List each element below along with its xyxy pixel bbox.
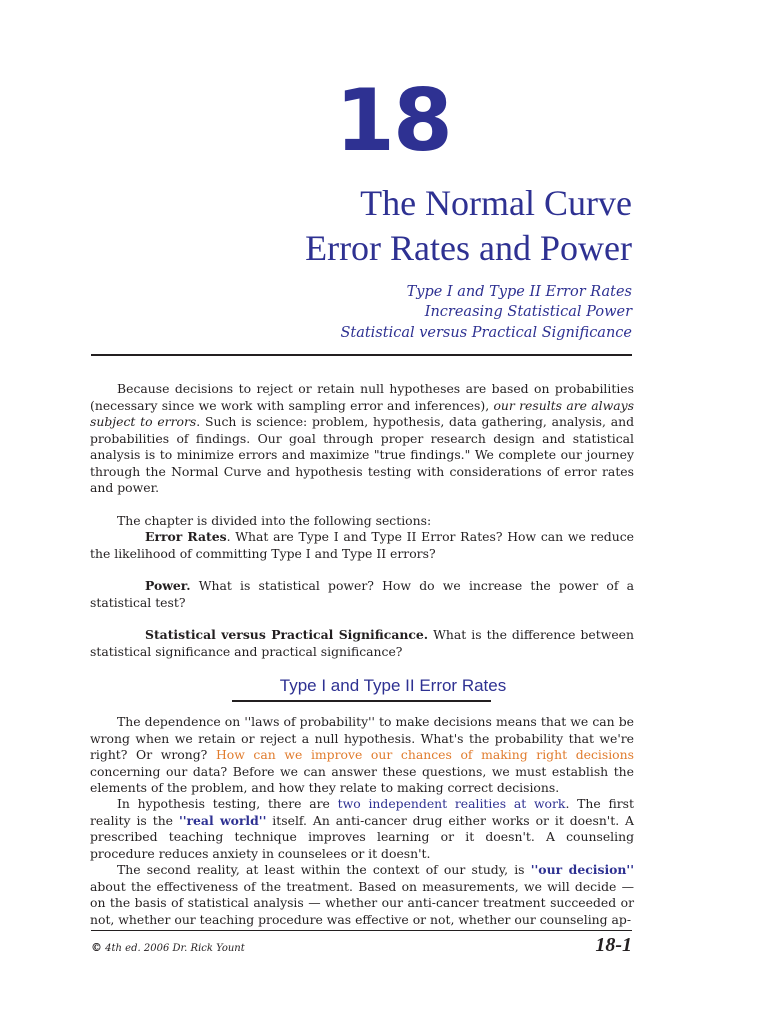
- body-text: . The first reality is the: [90, 796, 634, 828]
- chapter-topic-2: Increasing Statistical Power: [424, 304, 632, 320]
- section-summary-label: Statistical versus Practical Significance.: [145, 627, 429, 642]
- intro-text-a: Because decisions to reject or retain null hypotheses are based on probabilities (necessary since we work with sampling error and inferences),: [90, 381, 634, 413]
- section-heading-underline: [232, 700, 491, 702]
- chapter-title-line-2: Error Rates and Power: [305, 228, 632, 268]
- body-text: concerning our data? Before we can answer these questions, we must establish the elements of the problem, and how they relate to making correct decisions.: [90, 763, 634, 795]
- section-summary-text: What is the difference between statistical significance and practical significance?: [90, 627, 634, 659]
- section-summary-text: . What are Type I and Type II Error Rates? How can we reduce the likelihood of committing Type I and Type II errors?: [90, 529, 634, 561]
- highlight-realities: two independent realities at work: [337, 796, 566, 811]
- chapter-topic-1: Type I and Type II Error Rates: [406, 284, 632, 300]
- sections-intro-text: The chapter is divided into the following sections:: [117, 513, 432, 528]
- header-divider: [91, 354, 632, 356]
- page-number: 18-1: [595, 934, 632, 956]
- chapter-title-line-1: The Normal Curve: [360, 183, 632, 223]
- body-text: itself. An anti-cancer drug either works or it doesn't. A prescribed teaching technique improves learning or it doesn't. A counseling procedure reduces anxiety in counselees or it doesn't.: [90, 812, 634, 861]
- intro-emphasis: our results are always subject to errors: [90, 397, 635, 429]
- body-paragraph-3: [90, 862, 634, 928]
- section-summary-label: Power.: [145, 578, 191, 593]
- footer-copyright: [91, 941, 245, 956]
- highlight-our-decision: ''our decision'': [530, 862, 635, 877]
- chapter-topic-3: Statistical versus Practical Significance: [340, 325, 632, 341]
- body-paragraph-2: [90, 796, 634, 862]
- body-text: In hypothesis testing, there are: [117, 796, 338, 811]
- section-summary-power: [90, 578, 634, 611]
- copyright-symbol: ©: [91, 941, 102, 954]
- section-heading: Type I and Type II Error Rates: [279, 676, 507, 695]
- copyright-text: 4th ed. 2006 Dr. Rick Yount: [102, 943, 245, 954]
- footer-divider: [91, 930, 632, 931]
- highlight-real-world: ''real world'': [178, 812, 267, 828]
- body-text: about the effectiveness of the treatment. Based on measurements, we will decide — on the basis of statistical analysis — whether our anti-cancer treatment succeeded or not, whether our teaching procedure was effective or not, whether our counseling ap-: [90, 878, 634, 927]
- chapter-number: 18: [335, 71, 451, 171]
- body-text: The second reality, at least within the context of our study, is: [117, 862, 531, 877]
- section-summary-text: What is statistical power? How do we increase the power of a statistical test?: [90, 578, 634, 610]
- section-summary-significance: [90, 627, 634, 660]
- section-summary-error-rates: [90, 529, 634, 562]
- body-text: The dependence on ''laws of probability'' to make decisions means that we can be wrong when we retain or reject a null hypothesis. What's the probability that we're right? Or wrong?: [90, 714, 634, 762]
- highlight-question: How can we improve our chances of making right decisions: [215, 747, 634, 762]
- body-paragraph-1: [90, 714, 634, 797]
- intro-paragraph: [90, 381, 634, 497]
- section-summary-label: Error Rates: [145, 529, 227, 544]
- sections-intro: [90, 513, 634, 530]
- intro-text-c: . Such is science: problem, hypothesis, data gathering, analysis, and probabilities of findings. Our goal through proper research design and statistical analysis is to minimize errors and maximize "true findings." We complete our journey through the Normal Curve and hypothesis testing with considerations of error rates and power.: [90, 414, 635, 495]
